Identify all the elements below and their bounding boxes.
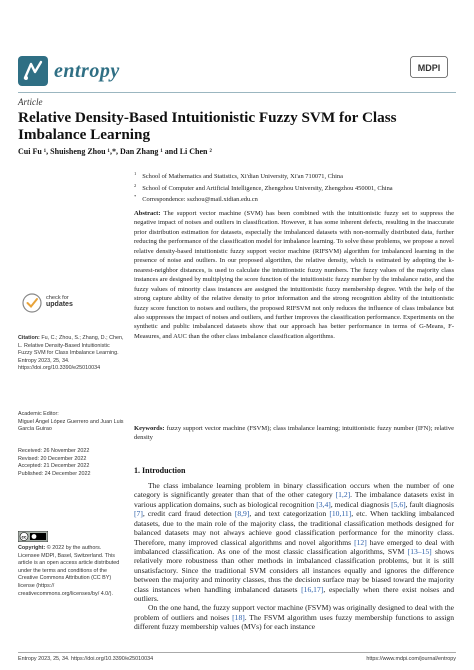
reference-link[interactable]: [3,4] [316,499,331,509]
abstract-text: The support vector machine (SVM) has been combined with the intuitionistic fuzzy set to suppress the negative impact of noises and outliers in classification. However, it has some inherent defects, resulting in the inaccurate prior distribution estimation for datasets, especially the imbalanced datasets with non-normally distributed data, further reducing the performance of the classification model for imbalance learning. To solve these problems, we propose a novel relative density-based intuitionistic fuzzy support vector machine (RIFSVM) algorithm for imbalanced learning in the presence of noise and outliers. In our proposed algorithm, the relative density, which is estimated by adopting the k-nearest-neighbor distances, is used to calculate the intuitionistic fuzzy numbers. The fuzzy values of the majority class instances are designed by multiplying the score function of the intuitionistic fuzzy number by the imbalance ratio, and the fuzzy values of minority class instances are assigned the intuitionistic fuzzy membership degree. With the help of the strong capture ability of the relative density to prior information and the strong recognition ability of the intuitionistic fuzzy score function to noises and outliers, the proposed RIFSVM not only reduces the influence of class imbalance but also suppresses the impact of noises and outliers, and further improves the classification performance. Experiments on the synthetic and public imbalanced datasets show that our approach has better performance in terms of G-Means, F-Measures, and AUC than the other class imbalance classification algorithms. [134,210,454,340]
abstract [134,209,454,341]
footer-citation: Entropy 2023, 25, 34. https://doi.org/10.3390/e25010034 [18,656,154,662]
affiliation-2: $^2$ School of Computer and Artificial Intelligence, Zhengzhou University, Zhengzhou 450001, China [134,182,393,192]
correspondence: * Correspondence: sszhou@mail.xidian.edu.cn [134,194,258,204]
reference-link[interactable]: [1,2] [335,490,351,500]
check-for-updates-button[interactable] [22,293,112,315]
copyright-label: Copyright: [18,545,46,551]
editor-names: Miguel Ángel López Guerrero and Juan Luis García Guirao [18,418,124,433]
date-received: Received: 26 November 2022 [18,448,90,454]
reference-link[interactable]: [7] [134,509,143,519]
section-body [134,481,454,632]
affiliations [134,170,454,205]
body-text: , especially when there exist noises and outliers. [134,584,454,604]
keywords [134,424,454,443]
body-paragraph [134,603,454,631]
body-text: , medical diagnosis [330,499,392,509]
journal-name: entropy [54,60,120,82]
body-text: shows relatively more robustness than other methods in imbalanced classification problems, but it is still unsatisfactory. Since the traditional SVM considers all instances equally and ignores the difference between the majority and minority classes, thus the decision surface may be biased toward the majority class instances when handling imbalanced datasets [134,546,454,594]
header-rule [18,92,456,93]
paper-title: Relative Density-Based Intuitionistic Fuzzy SVM for Class Imbalance Learning [18,109,397,143]
reference-link[interactable]: [16,17] [301,584,324,594]
svg-text:MDPI: MDPI [417,63,441,73]
body-text: . The imbalance datasets exist in various application domains, such as biological recognition [134,490,454,509]
date-accepted: Accepted: 21 December 2022 [18,463,90,470]
keywords-text: fuzzy support vector machine (FSVM); class imbalance learning; intuitionistic fuzzy number (IFN); relative density [134,425,454,442]
footer-rule [18,652,456,653]
date-revised: Revised: 20 December 2022 [18,455,87,462]
reference-link[interactable]: [5,6] [391,499,406,509]
copyright-text: © 2022 by the authors. Licensee MDPI, Basel, Switzerland. This article is an open access article distributed under the terms and conditions of the Creative Commons Attribution (CC BY) license (https:// creativecommons.org/licenses/by/ 4.0/). [18,545,120,597]
publication-dates [18,448,124,478]
body-text: have emerged to deal with imbalanced classification. As one of the most classic classification algorithms, SVM [134,537,454,556]
body-text: . The FSVM algorithm uses fuzzy membership functions to assign different fuzzy membership values (MVs) for each instance [134,612,454,632]
body-text: , and text categorization [249,509,330,519]
reference-link[interactable]: [18] [232,612,245,622]
reference-link[interactable]: [12] [354,537,367,547]
author-list: Cui Fu ¹, Shuisheng Zhou ¹,*, Dan Zhang ¹ and Li Chen ² [18,147,212,156]
body-paragraph [134,481,454,603]
journal-logo-icon [18,56,48,86]
citation-label: Citation: [18,335,40,341]
article-type: Article [18,97,43,107]
publisher-logo [410,56,448,78]
body-text: On the one hand, the fuzzy support vector machine (FSVM) was originally designed to deal with the problem of outliers and noises [134,603,454,622]
abstract-label: Abstract: [134,210,161,217]
citation-text: Fu, C.; Zhou, S.; Zhang, D.; Chen, L. Relative Density-Based Intuitionistic Fuzzy SVM for Class Imbalance Learning. Entropy 2023, 25, 34. https://doi.org/10.3390/e25010034 [18,335,124,372]
body-text: The class imbalance learning problem in binary classification occurs when the number of one category is significantly greater than that of the other category [134,481,454,500]
mdpi-logo-icon [410,56,448,78]
check-updates-line2: updates [46,300,73,308]
reference-link[interactable]: [8,9] [234,509,250,519]
body-text: , fault diagnosis [405,499,454,509]
copyright-block [18,545,124,598]
cc-by-license-icon[interactable] [18,531,48,542]
date-published: Published: 24 December 2022 [18,470,91,477]
reference-link[interactable]: [13–15] [407,546,432,556]
editor-label: Academic Editor: [18,411,59,417]
academic-editor [18,411,124,434]
keywords-label: Keywords: [134,425,165,432]
check-updates-icon [22,293,42,313]
svg-text:cc: cc [21,534,27,540]
footer-journal-url[interactable]: https://www.mdpi.com/journal/entropy [366,656,456,662]
body-text: , credit card fraud detection [142,509,235,519]
affiliation-1: $^1$ School of Mathematics and Statistics, Xi'dian University, Xi'an 710071, China [134,171,343,181]
citation-block [18,335,124,373]
section-heading: 1. Introduction [134,466,186,475]
reference-link[interactable]: [10,11] [329,509,352,519]
body-text: , etc. When tackling imbalanced datasets, due to the main role of the majority class, the traditional classification methods designed for balanced datasets may not always achieve good classification performance for the minority class. Therefore, many improved classical algorithms and novel algorithms [134,509,455,547]
check-updates-line1: check for [46,295,69,301]
